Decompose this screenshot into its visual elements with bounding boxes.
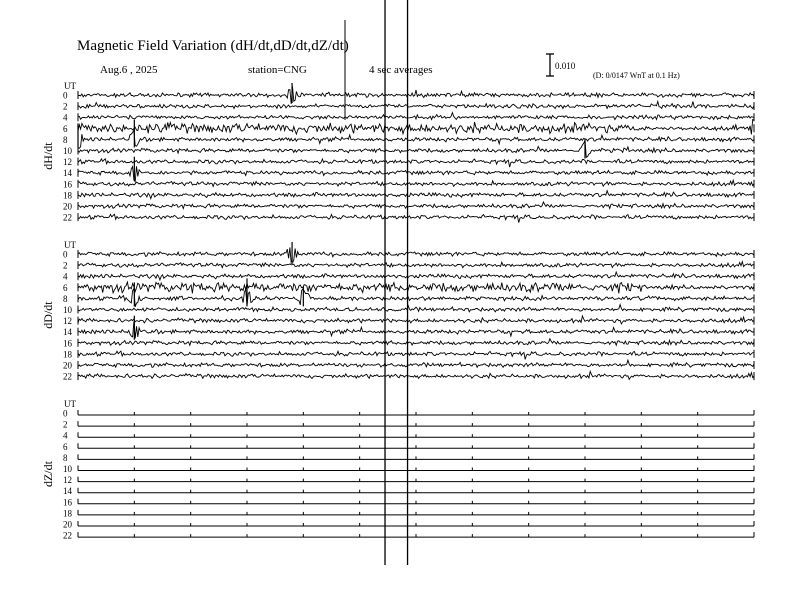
scale-bar-note: (D: 0/0147 WnT at 0.1 Hz) — [593, 71, 680, 80]
trace-row — [78, 130, 754, 148]
trace-row — [78, 113, 754, 120]
panel-dh-dt — [41, 81, 754, 223]
component-axis-label: dZ/dt — [41, 461, 55, 488]
date-label: Aug.6 , 2025 — [100, 64, 158, 76]
row-hour-label: 10 — [63, 146, 72, 156]
row-hour-label: 2 — [63, 260, 68, 271]
row-hour-label: 16 — [63, 179, 72, 190]
trace-row — [78, 272, 754, 280]
row-hour-label: 8 — [63, 293, 68, 304]
row-hour-label: 12 — [63, 157, 72, 168]
row-hour-label: 14 — [63, 327, 72, 338]
row-hour-label: 0 — [63, 249, 68, 260]
component-axis-label: dD/dt — [41, 301, 55, 329]
trace-row — [78, 180, 754, 186]
trace-row — [78, 159, 754, 167]
trace-row — [78, 191, 754, 199]
trace-row — [78, 305, 754, 312]
trace-row — [78, 141, 754, 158]
row-hour-label: 8 — [63, 134, 68, 145]
row-hour-label: 0 — [63, 408, 68, 419]
ut-label: UT — [64, 240, 76, 250]
row-hour-label: 4 — [63, 430, 68, 441]
trace-row — [78, 282, 754, 293]
row-hour-label: 10 — [63, 305, 72, 315]
row-hour-label: 10 — [63, 464, 72, 474]
ut-label: UT — [64, 81, 76, 91]
row-hour-label: 4 — [63, 112, 68, 123]
trace-row — [78, 339, 754, 346]
scale-bar-icon — [546, 54, 554, 76]
row-hour-label: 2 — [63, 419, 68, 430]
row-hour-label: 12 — [63, 316, 72, 327]
trace-row — [78, 247, 754, 263]
row-hour-label: 22 — [63, 212, 72, 223]
scale-bar-value: 0.010 — [555, 61, 576, 71]
row-hour-label: 8 — [63, 452, 68, 463]
trace-row — [78, 351, 754, 359]
row-hour-label: 18 — [63, 349, 72, 360]
row-hour-label: 4 — [63, 271, 68, 282]
row-hour-label: 14 — [63, 486, 72, 497]
trace-row — [78, 289, 754, 307]
row-hour-label: 22 — [63, 371, 72, 382]
plot-title: Magnetic Field Variation (dH/dt,dD/dt,dZ/dt) — [77, 38, 349, 54]
row-hour-label: 18 — [63, 508, 72, 519]
row-hour-label: 14 — [63, 168, 72, 179]
row-hour-label: 20 — [63, 201, 72, 212]
row-hour-label: 20 — [63, 519, 72, 530]
trace-row — [78, 120, 754, 135]
station-label: station=CNG — [248, 64, 307, 76]
trace-row — [78, 87, 754, 104]
panel-dz-dt — [41, 399, 754, 541]
trace-row — [78, 371, 754, 379]
row-hour-label: 6 — [63, 441, 68, 452]
row-hour-label: 6 — [63, 123, 68, 134]
ut-label: UT — [64, 399, 76, 409]
trace-row — [78, 360, 754, 367]
trace-row — [78, 214, 754, 222]
row-hour-label: 12 — [63, 475, 72, 486]
row-hour-label: 20 — [63, 360, 72, 371]
row-hour-label: 18 — [63, 190, 72, 201]
row-hour-label: 6 — [63, 282, 68, 293]
row-hour-label: 2 — [63, 101, 68, 112]
trace-row — [78, 262, 754, 268]
trace-row — [78, 316, 754, 324]
row-hour-label: 22 — [63, 530, 72, 541]
row-hour-label: 0 — [63, 90, 68, 101]
averaging-label: 4 sec averages — [369, 64, 433, 76]
row-hour-label: 16 — [63, 497, 72, 508]
panel-dd-dt — [41, 240, 754, 382]
trace-row — [78, 166, 754, 182]
component-axis-label: dH/dt — [41, 142, 55, 170]
trace-row — [78, 102, 754, 109]
trace-row — [78, 322, 754, 339]
row-hour-label: 16 — [63, 338, 72, 349]
trace-row — [78, 202, 754, 209]
